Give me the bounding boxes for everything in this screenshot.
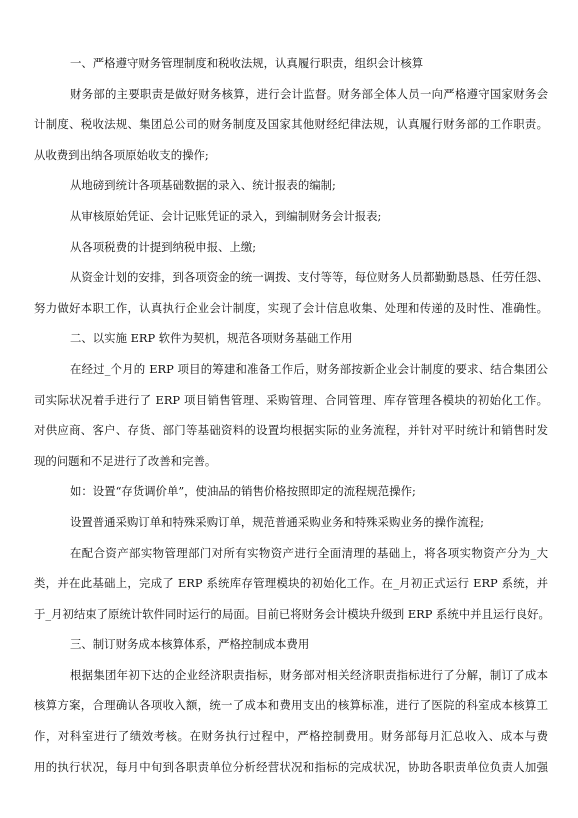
paragraph (34, 354, 548, 476)
paragraph-line: 在配合资产部实物管理部门对所有实物资产进行全面清理的基础上，将各项实物资产分为_大 (70, 545, 548, 560)
paragraph-line: 作，对科室进行了绩效考核。在财务执行过程中，严格控制费用。财务部每月汇总收入、成本与费 (34, 729, 548, 744)
paragraph-line: 根据集团年初下达的企业经济职责指标，财务部对相关经济职责指标进行了分解，制订了成本 (70, 667, 548, 682)
paragraph (34, 507, 548, 538)
paragraph-line: 从收费到出纳各项原始收支的操作; (34, 147, 209, 162)
paragraph-line: 类，并在此基础上，完成了 ERP 系统库存管理模块的初始化工作。在_月初正式运行 ERP 系统，并 (34, 576, 548, 591)
paragraph (34, 79, 548, 171)
paragraph-line: 从审核原始凭证、会计记账凭证的录入，到编制财务会计报表; (70, 208, 382, 223)
paragraph-line: 从资金计划的安排，到各项资金的统一调拨、支付等等，每位财务人员都勤勤恳恳、任劳任怨、 (70, 270, 549, 285)
section-1 (34, 48, 548, 323)
paragraph (34, 201, 548, 232)
section-3 (34, 629, 548, 782)
paragraph-line: 计制度、税收法规、集团总公司的财务制度及国家其他财经纪律法规，认真履行财务部的工作职责。 (34, 117, 548, 132)
paragraph-line: 如：设置“存货调价单”，使油品的销售价格按照即定的流程规范操作; (70, 484, 416, 499)
paragraph-line: 努力做好本职工作，认真执行企业会计制度，实现了会计信息收集、处理和传递的及时性、准确性。 (34, 300, 548, 315)
paragraph (34, 232, 548, 263)
paragraph-line: 司实际状况着手进行了 ERP 项目销售管理、采购管理、合同管理、库存管理各模块的初始化工作。 (34, 392, 548, 407)
section-2 (34, 323, 548, 629)
paragraph-line: 从地磅到统计各项基础数据的录入、统计报表的编制; (70, 178, 336, 193)
section-heading: 二、以实施 ERP 软件为契机，规范各项财务基础工作用 (70, 331, 353, 346)
document-body (34, 48, 548, 782)
paragraph-line: 核算方案，合理确认各项收入额，统一了成本和费用支出的核算标准，进行了医院的科室成本核算工 (34, 698, 548, 713)
paragraph-line: 在经过_个月的 ERP 项目的筹建和准备工作后，财务部按新企业会计制度的要求、结合集团公 (70, 361, 548, 376)
paragraph (34, 170, 548, 201)
paragraph (34, 660, 548, 782)
section-heading: 三、制订财务成本核算体系，严格控制成本费用 (70, 637, 310, 652)
section-heading: 一、严格遵守财务管理制度和税收法规，认真履行职责，组织会计核算 (70, 56, 424, 70)
paragraph-line: 从各项税费的计提到纳税申报、上缴; (70, 239, 257, 254)
paragraph (34, 262, 548, 323)
paragraph-line: 财务部的主要职责是做好财务核算，进行会计监督。财务部全体人员一向严格遵守国家财务会 (70, 86, 548, 101)
paragraph-line: 于_月初结束了原统计软件同时运行的局面。目前已将财务会计模块升级到 ERP 系统中并且运行良好。 (34, 606, 550, 621)
paragraph-line: 对供应商、客户、存货、部门等基础资料的设置均根据实际的业务流程，并针对平时统计和销售时发 (34, 423, 548, 438)
paragraph (34, 476, 548, 507)
paragraph-line: 用的执行状况，每月中旬到各职责单位分析经营状况和指标的完成状况，协助各职责单位负责人加强 (34, 759, 548, 774)
paragraph (34, 538, 548, 630)
paragraph-line: 设置普通采购订单和特殊采购订单，规范普通采购业务和特殊采购业务的操作流程; (70, 514, 484, 529)
paragraph-line: 现的问题和不足进行了改善和完善。 (34, 453, 217, 468)
